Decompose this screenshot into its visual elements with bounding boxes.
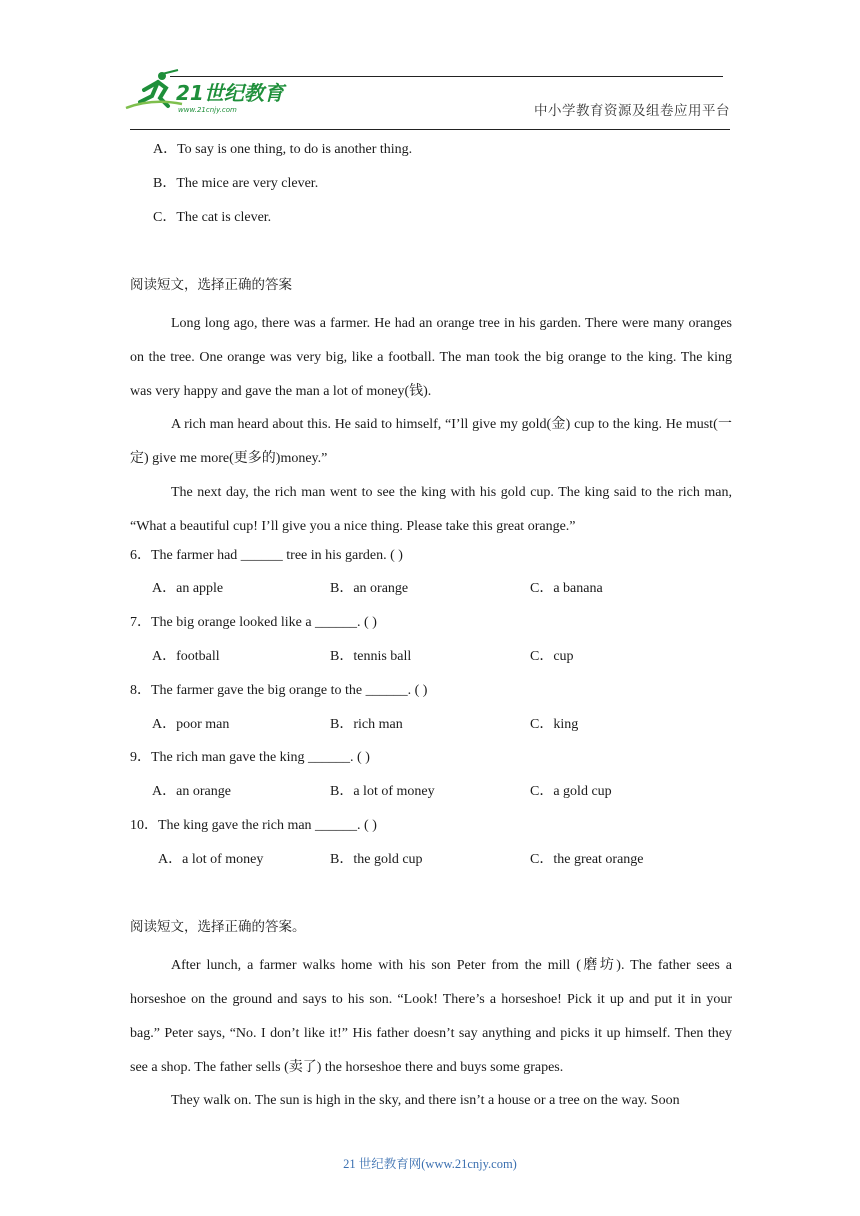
question-9-options xyxy=(130,780,732,814)
question-10-option-a: A．a lot of money xyxy=(158,851,264,867)
question-7-stem: 7．The big orange looked like a ______. ( ) xyxy=(130,615,377,631)
section1-paragraph-2: A rich man heard about this. He said to himself, “I’ll give my gold(金) cup to the king. He must(一定) give me more(更多的)money.” xyxy=(130,417,732,467)
question-10-option-c: C．the great orange xyxy=(530,851,644,867)
section2-instruction: 阅读短文，选择正确的答案。 xyxy=(130,919,306,936)
logo-url: www.21cnjy.com xyxy=(178,106,237,114)
question-6-option-c: C．a banana xyxy=(530,581,603,597)
question-7-option-a: A．football xyxy=(152,648,220,664)
page-footer: 21 世纪教育网(www.21cnjy.com) xyxy=(343,1157,517,1171)
section1-paragraph-3: The next day, the rich man went to see the king with his gold cup. The king said to the rich man, “What a beautiful cup! I’ll give you a nice thing. Please take this great orange.” xyxy=(130,484,732,534)
section1-paragraph-1: Long long ago, there was a farmer. He had an orange tree in his garden. There were many oranges on the tree. One orange was very big, like a football. The man took the big orange to the king. The king was very happy and gave the man a lot of money(钱). xyxy=(130,315,732,399)
question-8-option-b: B．rich man xyxy=(330,716,403,732)
logo-text: 21世纪教育 xyxy=(176,81,284,105)
question-9-stem: 9．The rich man gave the king ______. ( ) xyxy=(130,750,370,766)
question-6-option-a: A．an apple xyxy=(152,581,224,597)
question-6-stem: 6．The farmer had ______ tree in his garden. ( ) xyxy=(130,547,403,563)
runner-icon xyxy=(126,70,182,108)
header-tagline: 中小学教育资源及组卷应用平台 xyxy=(534,103,730,119)
question-7-options xyxy=(130,645,732,679)
q5-option-a: A．To say is one thing, to do is another thing. xyxy=(153,142,413,157)
question-8-option-c: C．king xyxy=(530,716,579,732)
question-10-stem: 10．The king gave the rich man ______. ( ) xyxy=(130,817,377,833)
question-8-option-a: A．poor man xyxy=(152,716,230,732)
q5-option-c: C．The cat is clever. xyxy=(153,209,272,225)
question-9-option-b: B．a lot of money xyxy=(330,784,435,800)
question-6-options xyxy=(130,577,732,611)
page-header xyxy=(0,0,860,135)
question-10-option-b: B．the gold cup xyxy=(330,851,423,867)
question-10-options xyxy=(130,848,732,882)
section2-paragraph-2: They walk on. The sun is high in the sky, and there isn’t a house or a tree on the way. Soon xyxy=(171,1093,680,1109)
question-6-option-b: B．an orange xyxy=(330,581,409,597)
logo xyxy=(122,68,292,116)
question-8-options xyxy=(130,713,732,747)
section1-instruction: 阅读短文，选择正确的答案 xyxy=(130,277,292,294)
question-7-option-c: C．cup xyxy=(530,648,574,664)
q5-option-b: B．The mice are very clever. xyxy=(153,175,319,191)
question-8-stem: 8．The farmer gave the big orange to the ______. ( ) xyxy=(130,682,428,698)
question-9-option-c: C．a gold cup xyxy=(530,784,612,800)
header-rule-bottom xyxy=(130,129,730,130)
document-body xyxy=(130,138,732,1118)
question-9-option-a: A．an orange xyxy=(152,784,231,800)
question-7-option-b: B．tennis ball xyxy=(330,648,412,664)
section2-paragraph-1: After lunch, a farmer walks home with his son Peter from the mill (磨坊). The father sees a horseshoe on the ground and says to his son. “Look! There’s a horseshoe! Pick it up and put it in your bag.” Peter says, “No. I don’t like it!” His father doesn’t say anything and picks it up himself. Then they see a shop. The father sells (卖了) the horseshoe there and buys some grapes. xyxy=(130,958,732,1075)
